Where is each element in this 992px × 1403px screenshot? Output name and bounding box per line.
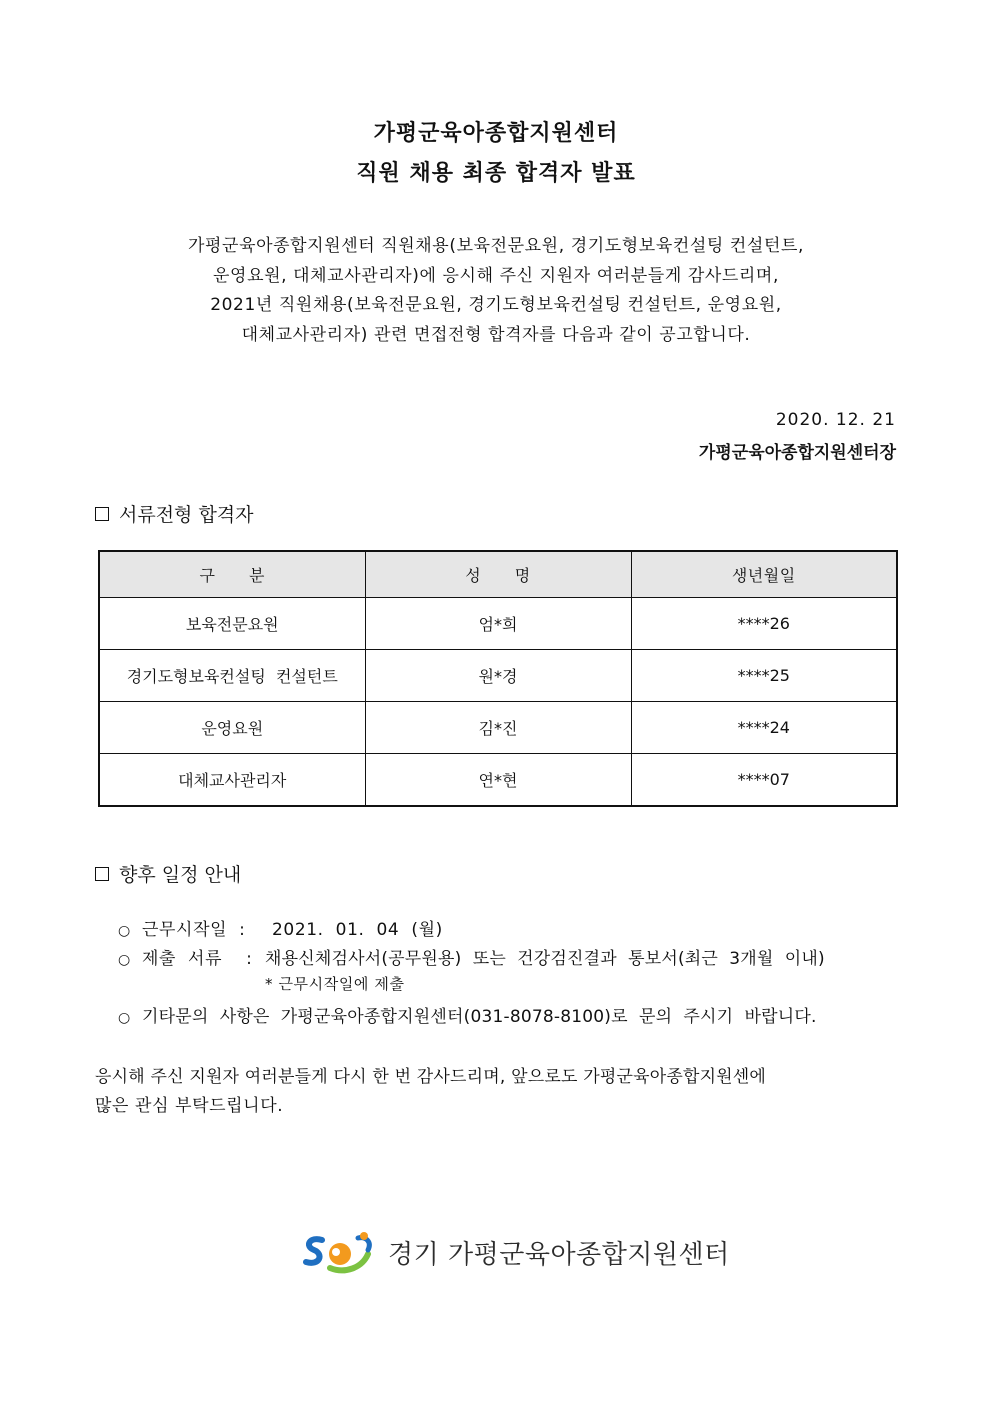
column-header-name: 성 명 bbox=[365, 551, 631, 598]
table-row bbox=[99, 754, 897, 807]
circle-bullet-icon: ○ bbox=[118, 923, 131, 939]
cell-birthdate: ****07 bbox=[631, 754, 897, 807]
cell-category: 경기도형보육컨설팅 컨설턴트 bbox=[99, 650, 365, 702]
cell-name: 엄*희 bbox=[365, 598, 631, 650]
schedule-value: 2021. 01. 04 (월) bbox=[272, 920, 443, 940]
logo-text: 경기 가평군육아종합지원센터 bbox=[388, 1239, 730, 1270]
cell-birthdate: ****26 bbox=[631, 598, 897, 650]
schedule-label: 제출 서류 : bbox=[142, 949, 253, 969]
list-item bbox=[118, 1002, 825, 1031]
section-heading-label: 향후 일정 안내 bbox=[119, 864, 242, 886]
list-item bbox=[118, 944, 825, 973]
schedule-value: 채용신체검사서(공무원용) 또는 건강검진결과 통보서(최근 3개월 이내) bbox=[265, 949, 825, 969]
intro-line: 운영요원, 대체교사관리자)에 응시해 주신 지원자 여러분들게 감사드리며, bbox=[213, 265, 779, 286]
closing-line: 응시해 주신 지원자 여러분들게 다시 한 번 감사드리며, 앞으로도 가평군육아종합지원센에 bbox=[95, 1067, 767, 1087]
schedule-label: 기타문의 사항은 가평군육아종합지원센터(031-8078-8100)로 문의 주시기 바랍니다. bbox=[142, 1007, 817, 1027]
intro-line: 2021년 직원채용(보육전문요원, 경기도형보육컨설팅 컨설턴트, 운영요원, bbox=[210, 295, 782, 315]
results-table bbox=[98, 550, 898, 807]
signer-name: 가평군육아종합지원센터장 bbox=[698, 443, 896, 463]
cell-category: 보육전문요원 bbox=[99, 598, 365, 650]
table-row bbox=[99, 702, 897, 754]
schedule-note: * 근무시작일에 제출 bbox=[265, 975, 405, 993]
cell-name: 연*현 bbox=[365, 754, 631, 807]
checkbox-icon bbox=[95, 507, 109, 521]
center-logo bbox=[300, 1228, 730, 1276]
section-heading-document-screening bbox=[95, 500, 254, 527]
circle-bullet-icon: ○ bbox=[118, 1010, 131, 1026]
document-title: 가평군육아종합지원센터 bbox=[373, 121, 619, 146]
cell-name: 김*진 bbox=[365, 702, 631, 754]
table-row bbox=[99, 598, 897, 650]
section-heading-label: 서류전형 합격자 bbox=[119, 504, 254, 526]
announcement-date: 2020. 12. 21 bbox=[775, 410, 896, 430]
intro-line: 가평군육아종합지원센터 직원채용(보육전문요원, 경기도형보육컨설팅 컨설턴트, bbox=[188, 236, 804, 256]
table-row bbox=[99, 650, 897, 702]
table-header-row bbox=[99, 551, 897, 598]
cell-birthdate: ****25 bbox=[631, 650, 897, 702]
document-subtitle: 직원 채용 최종 합격자 발표 bbox=[356, 161, 636, 186]
list-item bbox=[118, 915, 825, 944]
center-logo-icon bbox=[300, 1228, 380, 1276]
column-header-category: 구 분 bbox=[99, 551, 365, 598]
cell-name: 원*경 bbox=[365, 650, 631, 702]
schedule-label: 근무시작일 : bbox=[142, 920, 246, 940]
column-header-birthdate: 생년월일 bbox=[631, 551, 897, 598]
cell-birthdate: ****24 bbox=[631, 702, 897, 754]
intro-paragraph bbox=[80, 232, 912, 350]
section-heading-schedule bbox=[95, 860, 241, 887]
closing-line: 많은 관심 부탁드립니다. bbox=[95, 1096, 284, 1116]
checkbox-icon bbox=[95, 867, 109, 881]
closing-paragraph bbox=[95, 1063, 901, 1121]
cell-category: 대체교사관리자 bbox=[99, 754, 365, 807]
schedule-list bbox=[118, 915, 825, 1031]
circle-bullet-icon: ○ bbox=[118, 952, 131, 968]
intro-line: 대체교사관리자) 관련 면접전형 합격자를 다음과 같이 공고합니다. bbox=[241, 324, 751, 345]
cell-category: 운영요원 bbox=[99, 702, 365, 754]
